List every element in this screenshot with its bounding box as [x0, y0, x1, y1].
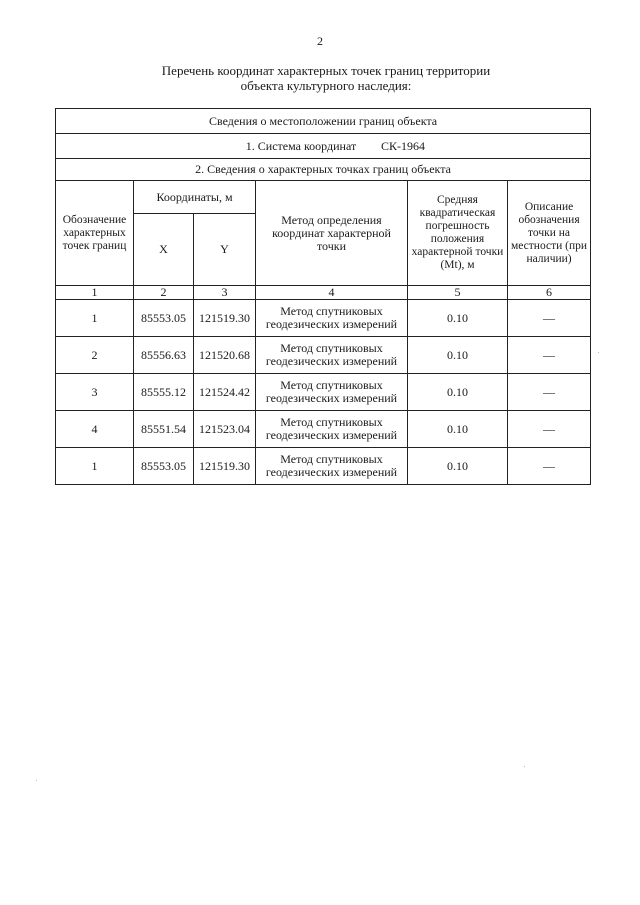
y-value: 121519.30: [194, 448, 256, 485]
column-number: 4: [256, 286, 408, 300]
table-row: [56, 337, 591, 374]
error-value: 0.10: [408, 448, 508, 485]
header-designation: Обозначение характерных точек границ: [56, 181, 134, 286]
header-row-1: [56, 181, 591, 214]
page-title: [0, 63, 640, 93]
coord-system-row: [56, 134, 591, 159]
error-value: 0.10: [408, 337, 508, 374]
table-row: [56, 411, 591, 448]
table-row: [56, 300, 591, 337]
description-dash: —: [508, 411, 591, 448]
description-dash: —: [508, 448, 591, 485]
title-line-1: Перечень координат характерных точек границ территории: [161, 63, 491, 78]
x-value: 85553.05: [134, 448, 194, 485]
coord-system-value: СК-1964: [381, 138, 426, 153]
scan-speck: [36, 780, 37, 781]
point-id: 1: [56, 300, 134, 337]
x-value: 85556.63: [134, 337, 194, 374]
title-line-2: объекта культурного наследия:: [240, 78, 412, 93]
x-value: 85555.12: [134, 374, 194, 411]
scan-speck: [524, 766, 525, 767]
description-dash: —: [508, 300, 591, 337]
table-row: [56, 448, 591, 485]
points-section-row: [56, 159, 591, 181]
method-text: Метод спутниковых геодезических измерений: [256, 300, 408, 337]
y-value: 121524.42: [194, 374, 256, 411]
header-error: Средняя квадратическая погрешность положения характерной точки (Mt), м: [408, 181, 508, 286]
coord-system-label: 1. Система координат: [245, 138, 357, 153]
point-id: 1: [56, 448, 134, 485]
x-value: 85551.54: [134, 411, 194, 448]
header-y: Y: [194, 214, 256, 286]
header-coordinates: Координаты, м: [134, 181, 256, 214]
scan-speck: [598, 352, 599, 353]
coordinates-table: [55, 108, 591, 485]
coord-system-cell: [56, 134, 591, 159]
error-value: 0.10: [408, 300, 508, 337]
header-description: Описание обозначения точки на местности (при наличии): [508, 181, 591, 286]
column-number: 1: [56, 286, 134, 300]
column-number: 6: [508, 286, 591, 300]
column-number: 2: [134, 286, 194, 300]
method-text: Метод спутниковых геодезических измерений: [256, 337, 408, 374]
column-number: 3: [194, 286, 256, 300]
y-value: 121520.68: [194, 337, 256, 374]
method-text: Метод спутниковых геодезических измерений: [256, 411, 408, 448]
error-value: 0.10: [408, 411, 508, 448]
error-value: 0.10: [408, 374, 508, 411]
method-text: Метод спутниковых геодезических измерений: [256, 374, 408, 411]
method-text: Метод спутниковых геодезических измерений: [256, 448, 408, 485]
section-header: Сведения о местоположении границ объекта: [56, 109, 591, 134]
description-dash: —: [508, 374, 591, 411]
point-id: 4: [56, 411, 134, 448]
y-value: 121519.30: [194, 300, 256, 337]
y-value: 121523.04: [194, 411, 256, 448]
point-id: 2: [56, 337, 134, 374]
points-section-header: 2. Сведения о характерных точках границ объекта: [56, 159, 591, 181]
section-header-row: [56, 109, 591, 134]
header-method: Метод определения координат характерной точки: [256, 181, 408, 286]
column-number: 5: [408, 286, 508, 300]
description-dash: —: [508, 337, 591, 374]
column-number-row: [56, 286, 591, 300]
page-number: 2: [317, 34, 323, 48]
header-x: X: [134, 214, 194, 286]
x-value: 85553.05: [134, 300, 194, 337]
point-id: 3: [56, 374, 134, 411]
table-row: [56, 374, 591, 411]
